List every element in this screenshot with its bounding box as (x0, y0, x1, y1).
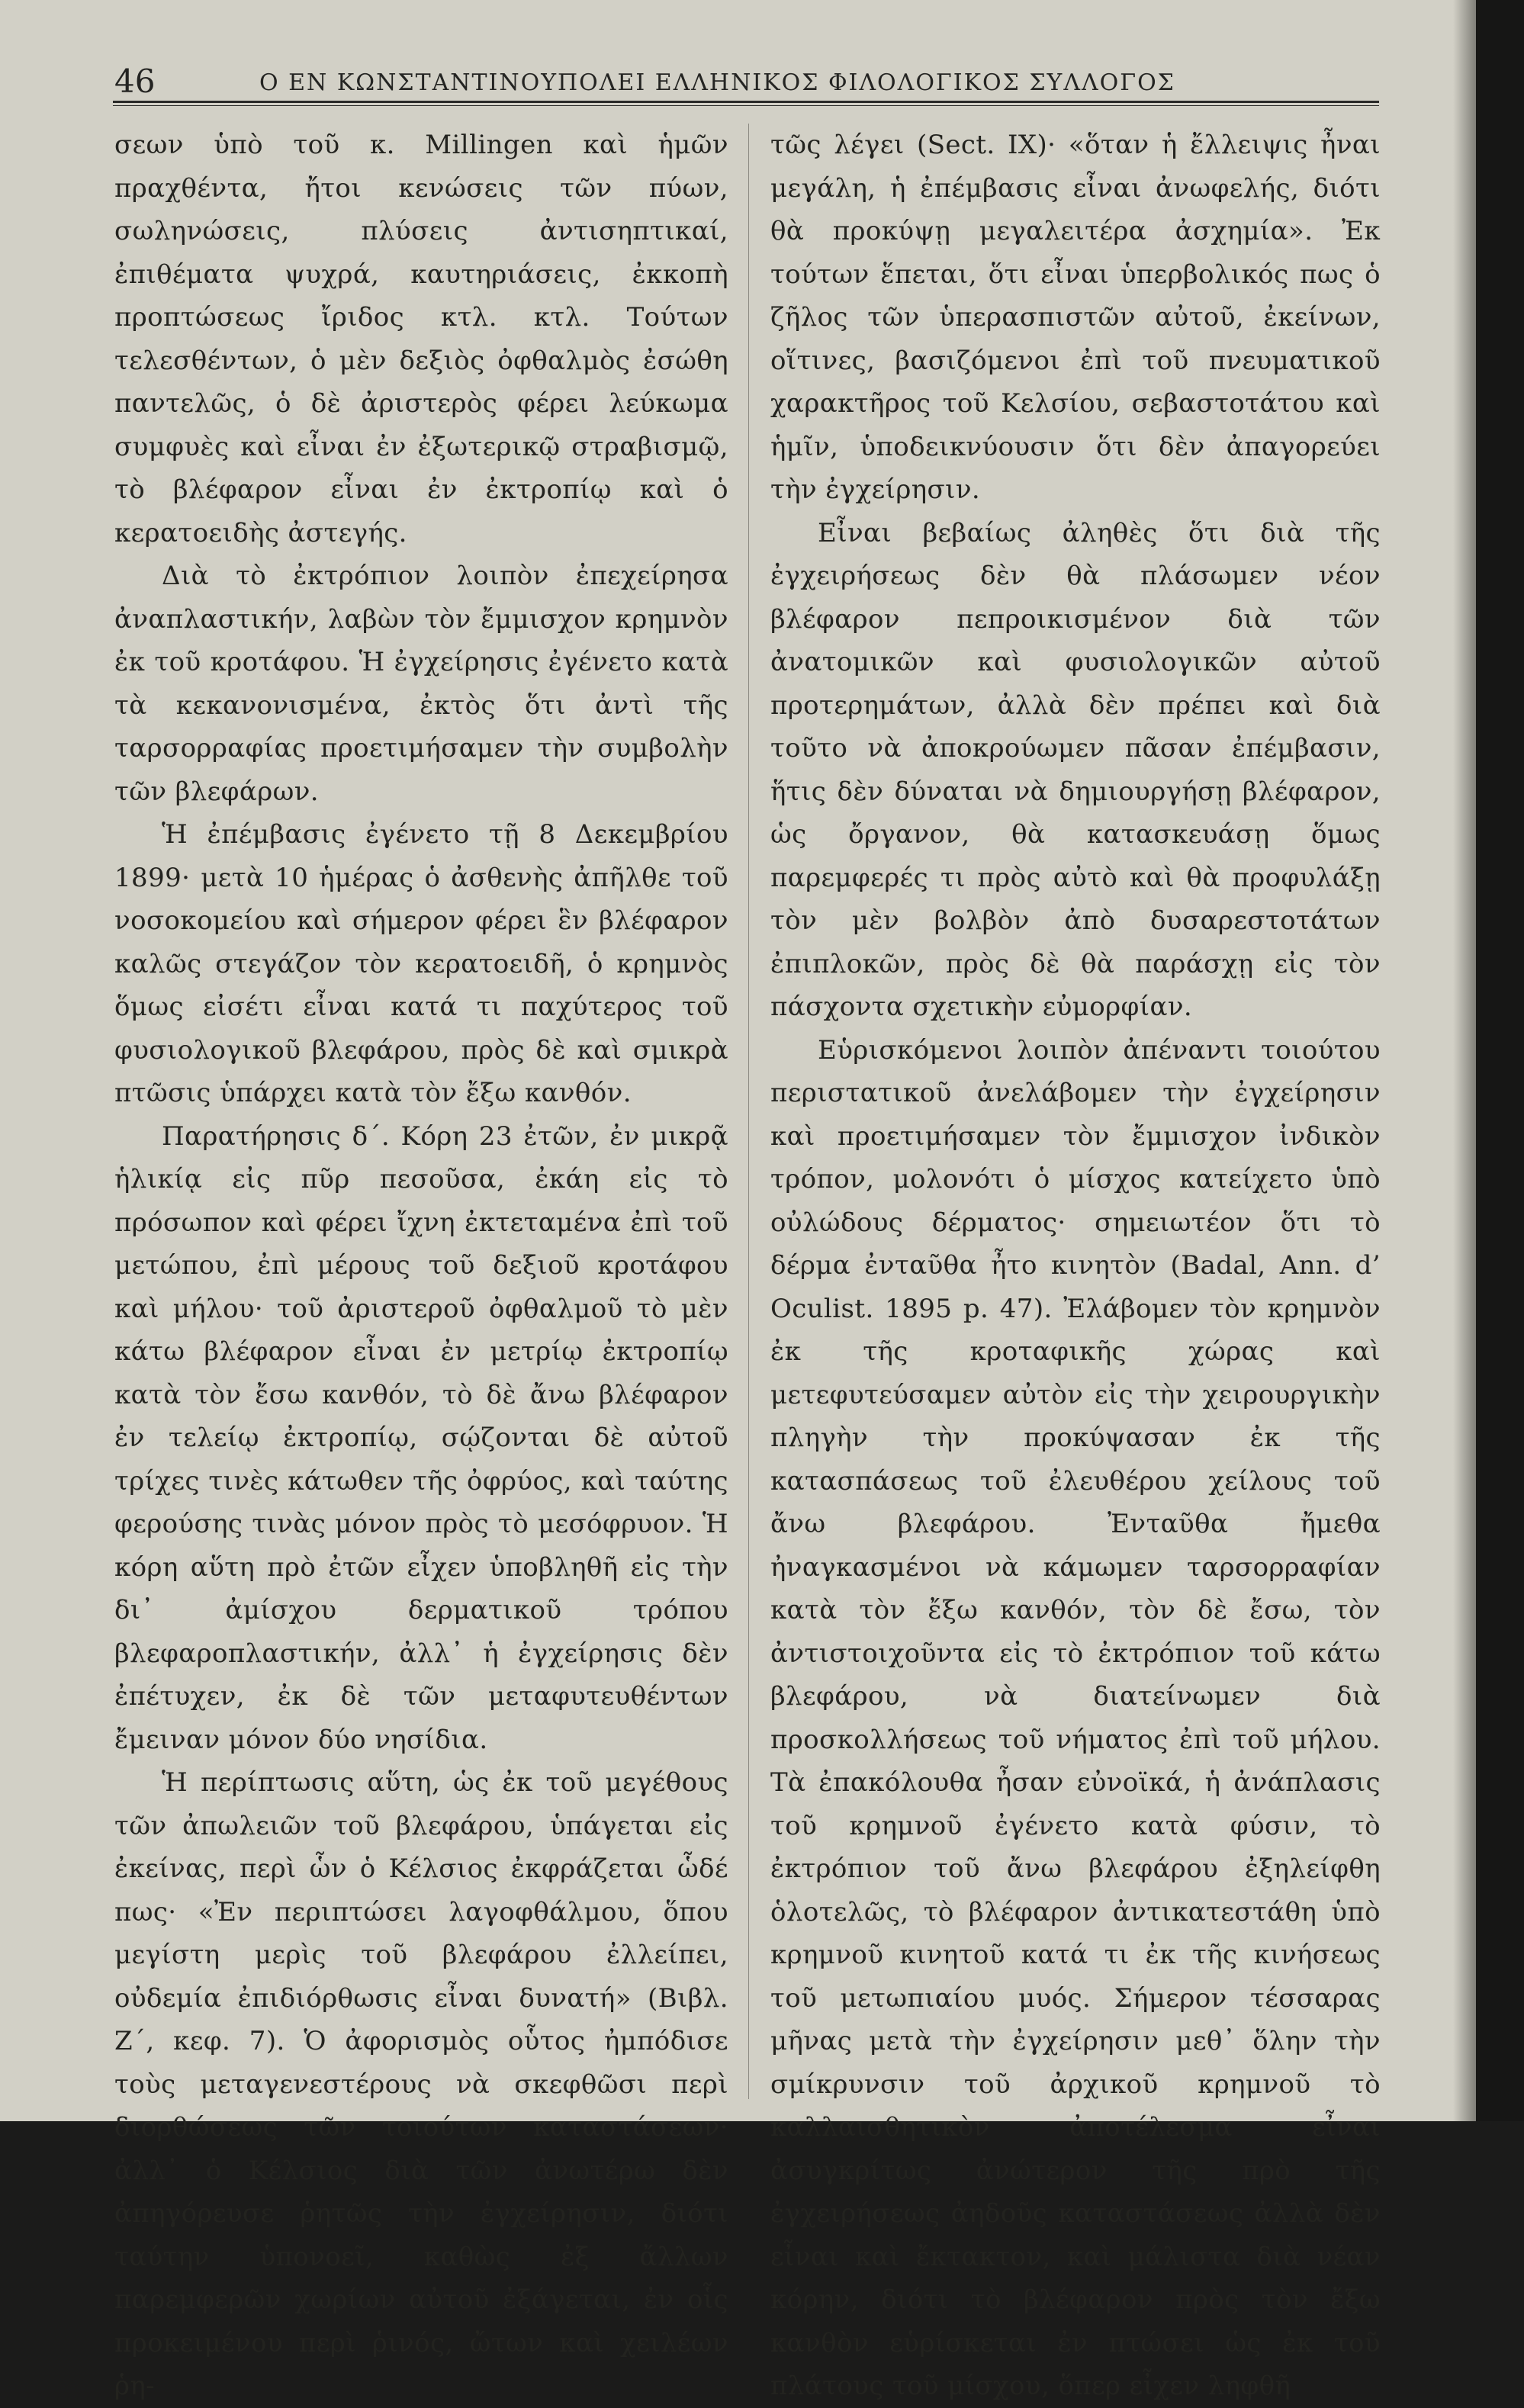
paragraph: τῶς λέγει (Sect. IX)· «ὅταν ἡ ἔλλειψις ἦναι μεγάλη, ἡ ἐπέμβασις εἶναι ἀνωφελής, διότι θὰ προκύψῃ μεγαλειτέρα ἀσχημία». Ἐκ τούτων ἕπεται, ὅτι εἶναι ὑπερβολικός πως ὁ ζῆλος τῶν ὑπερασπιστῶν αὐτοῦ, ἐκείνων, οἵτινες, βασιζόμενοι ἐπὶ τοῦ πνευματικοῦ χαρακτῆρος τοῦ Κελσίου, σεβαστοτάτου καὶ ἡμῖν, ὑποδεικνύουσιν ὅτι δὲν ἀπαγορεύει τὴν ἐγχείρησιν. (770, 130, 1381, 505)
paragraph: Εἶναι βεβαίως ἀληθὲς ὅτι διὰ τῆς ἐγχειρήσεως δὲν θὰ πλάσωμεν νέον βλέφαρον πεπροικισμένον διὰ τῶν ἀνατομικῶν καὶ φυσιολογικῶν αὐτοῦ προτερημάτων, ἀλλὰ δὲν πρέπει καὶ διὰ τοῦτο νὰ ἀποκρούωμεν πᾶσαν ἐπέμβασιν, ἥτις δὲν δύναται νὰ δημιουργήσῃ βλέφαρον, ὡς ὄργανον, θὰ κατασκευάσῃ ὅμως παρεμφερές τι πρὸς αὐτὸ καὶ θὰ προφυλάξῃ τὸν μὲν βολβὸν ἀπὸ δυσαρεστοτάτων ἐπιπλοκῶν, πρὸς δὲ θὰ παράσχῃ εἰς τὸν πάσχοντα σχετικὴν εὐμορφίαν. (770, 517, 1381, 1022)
header-rule (113, 101, 1379, 106)
running-title: Ο ΕΝ ΚΩΝΣΤΑΝΤΙΝΟΥΠΟΛΕΙ ΕΛΛΗΝΙΚΟΣ ΦΙΛΟΛΟΓΙΚΟΣ ΣΥΛΛΟΓΟΣ (259, 69, 1175, 96)
paragraph: Εὑρισκόμενοι λοιπὸν ἀπέναντι τοιούτου περιστατικοῦ ἀνελάβομεν τὴν ἐγχείρησιν καὶ προετιμήσαμεν τὸν ἔμμισχον ἰνδικὸν τρόπον, μολονότι ὁ μίσχος κατείχετο ὑπὸ οὐλώδους δέρματος· σημειωτέον ὅτι τὸ δέρμα ἐνταῦθα ἦτο κινητὸν (Badal, Ann. d’ Oculist. 1895 p. 47). Ἐλάβομεν τὸν κρημνὸν ἐκ τῆς κροταφικῆς χώρας καὶ μετεφυτεύσαμεν αὐτὸν εἰς τὴν χειρουργικὴν πληγὴν τὴν προκύψασαν ἐκ τῆς κατασπάσεως τοῦ ἐλευθέρου χείλους τοῦ ἄνω βλεφάρου. Ἐνταῦθα ἤμεθα ἠναγκασμένοι νὰ κάμωμεν ταρσορραφίαν κατὰ τὸν ἔξω κανθόν, τὸν δὲ ἔσω, τὸν ἀντιστοιχοῦντα εἰς τὸ ἐκτρόπιον τοῦ κάτω βλεφάρου, νὰ διατείνωμεν διὰ προσκολλήσεως τοῦ νήματος ἐπὶ τοῦ μήλου. Τὰ ἐπακόλουθα ἦσαν εὐνοϊκά, ἡ ἀνάπλασις τοῦ κρημνοῦ ἐγένετο κατὰ φύσιν, τὸ ἐκτρόπιον τοῦ ἄνω βλεφάρου ἐξηλείφθη ὁλοτελῶς, τὸ βλέφαρον ἀντικατεστάθη ὑπὸ κρημνοῦ κινητοῦ κατά τι ἐκ τῆς κινήσεως τοῦ μετωπιαίου μυός. Σήμερον τέσσαρας μῆνας μετὰ τὴν ἐγχείρησιν μεθ᾿ ὅλην τὴν σμίκρυνσιν τοῦ ἀρχικοῦ κρημνοῦ τὸ καλλαισθητικὸν ἀποτέλεσμα εἶναι ἀσυγκρίτως ἀνώτερον τῆς πρὸ τῆς ἐγχειρήσεως ἀηδοῦς καταστάσεως ἀλλὰ δὲν εἶναι καὶ ἔκτακτον, καὶ μάλιστα διὰ νέαν κόρην, διότι τὸ βλέφαρον πρὸς τὸν ἔξω κανθὸν εὑρίσκεται ἐν πτώσει ὡς ἐκ τοῦ πλάτους τοῦ μίσχου, ὅπερ εἶχεν ληφθῆ (770, 1034, 1381, 2401)
column-divider (748, 124, 749, 2099)
paragraph: Διὰ τὸ ἐκτρόπιον λοιπὸν ἐπεχείρησα ἀναπλαστικήν, λαβὼν τὸν ἔμμισχον κρημνὸν ἐκ τοῦ κροτάφου. Ἡ ἐγχείρησις ἐγένετο κατὰ τὰ κεκανονισμένα, ἐκτὸς ὅτι ἀντὶ τῆς ταρσορραφίας προετιμήσαμεν τὴν συμβολὴν τῶν βλεφάρων. (114, 561, 728, 807)
paragraph: Ἡ περίπτωσις αὕτη, ὡς ἐκ τοῦ μεγέθους τῶν ἀπωλειῶν τοῦ βλεφάρου, ὑπάγεται εἰς ἐκείνας, περὶ ὧν ὁ Κέλσιος ἐκφράζεται ὧδέ πως· «Ἐν περιπτώσει λαγοφθάλμου, ὅπου μεγίστη μερὶς τοῦ βλεφάρου ἐλλείπει, οὐδεμία ἐπιδιόρθωσις εἶναι δυνατή» (Βιβλ. Ζ΄, κεφ. 7). Ὁ ἀφορισμὸς οὗτος ἠμπόδισε τοὺς μεταγενεστέρους νὰ σκεφθῶσι περὶ διορθώσεως τῶν τοιούτων καταστάσεων· ἀλλ᾿ ὁ Κέλσιος διὰ τῶν ἀνωτέρω δὲν ἀπηγόρευσε ῥητῶς τὴν ἐγχείρησιν, διότι ταύτην ὑπονοεῖ, καθὼς ἐξ ἄλλων παρεμφερῶν χωρίων αὐτοῦ ἐξάγεται, ἐν οἷς προκειμένου περὶ ῥινός, ὤτων καὶ χειλέων ῥη- (114, 1767, 728, 2401)
left-column (114, 124, 728, 2408)
running-header (114, 59, 1342, 104)
scan-margin (1476, 0, 1524, 2121)
paragraph: Παρατήρησις δ΄. Κόρη 23 ἐτῶν, ἐν μικρᾷ ἡλικίᾳ εἰς πῦρ πεσοῦσα, ἐκάη εἰς τὸ πρόσωπον καὶ φέρει ἴχνη ἐκτεταμένα ἐπὶ τοῦ μετώπου, ἐπὶ μέρους τοῦ δεξιοῦ κροτάφου καὶ μήλου· τοῦ ἀριστεροῦ ὀφθαλμοῦ τὸ μὲν κάτω βλέφαρον εἶναι ἐν μετρίῳ ἐκτροπίῳ κατὰ τὸν ἔσω κανθόν, τὸ δὲ ἄνω βλέφαρον ἐν τελείῳ ἐκτροπίῳ, σῴζονται δὲ αὐτοῦ τρίχες τινὲς κάτωθεν τῆς ὀφρύος, καὶ ταύτης φερούσης τινὰς μόνον πρὸς τὸ μεσόφρυον. Ἡ κόρη αὕτη πρὸ ἐτῶν εἶχεν ὑποβληθῆ εἰς τὴν δι᾿ ἀμίσχου δερματικοῦ τρόπου βλεφαροπλαστικήν, ἀλλ᾿ ἡ ἐγχείρησις δὲν ἐπέτυχεν, ἐκ δὲ τῶν μεταφυτευθέντων ἔμειναν μόνον δύο νησίδια. (114, 1120, 728, 1755)
page-edge-shadow (1453, 0, 1476, 2121)
paragraph: Ἡ ἐπέμβασις ἐγένετο τῇ 8 Δεκεμβρίου 1899· μετὰ 10 ἡμέρας ὁ ἀσθενὴς ἀπῆλθε τοῦ νοσοκομείου καὶ σήμερον φέρει ἓν βλέφαρον καλῶς στεγάζον τὸν κερατοειδῆ, ὁ κρημνὸς ὅμως εἰσέτι εἶναι κατά τι παχύτερος τοῦ φυσιολογικοῦ βλεφάρου, πρὸς δὲ καὶ σμικρὰ πτῶσις ὑπάρχει κατὰ τὸν ἔξω κανθόν. (114, 819, 728, 1108)
paragraph: σεων ὑπὸ τοῦ κ. Millingen καὶ ἡμῶν πραχθέντα, ἤτοι κενώσεις τῶν πύων, σωληνώσεις, πλύσεις ἀντισηπτικαί, ἐπιθέματα ψυχρά, καυτηριάσεις, ἐκκοπὴ προπτώσεως ἴριδος κτλ. κτλ. Τούτων τελεσθέντων, ὁ μὲν δεξιὸς ὀφθαλμὸς ἐσώθη παντελῶς, ὁ δὲ ἀριστερὸς φέρει λεύκωμα συμφυὲς καὶ εἶναι ἐν ἐξωτερικῷ στραβισμῷ, τὸ βλέφαρον εἶναι ἐν ἐκτροπίῳ καὶ ὁ κερατοειδὴς ἀστεγής. (114, 130, 728, 548)
page-number: 46 (114, 63, 156, 100)
right-column (770, 124, 1381, 2408)
